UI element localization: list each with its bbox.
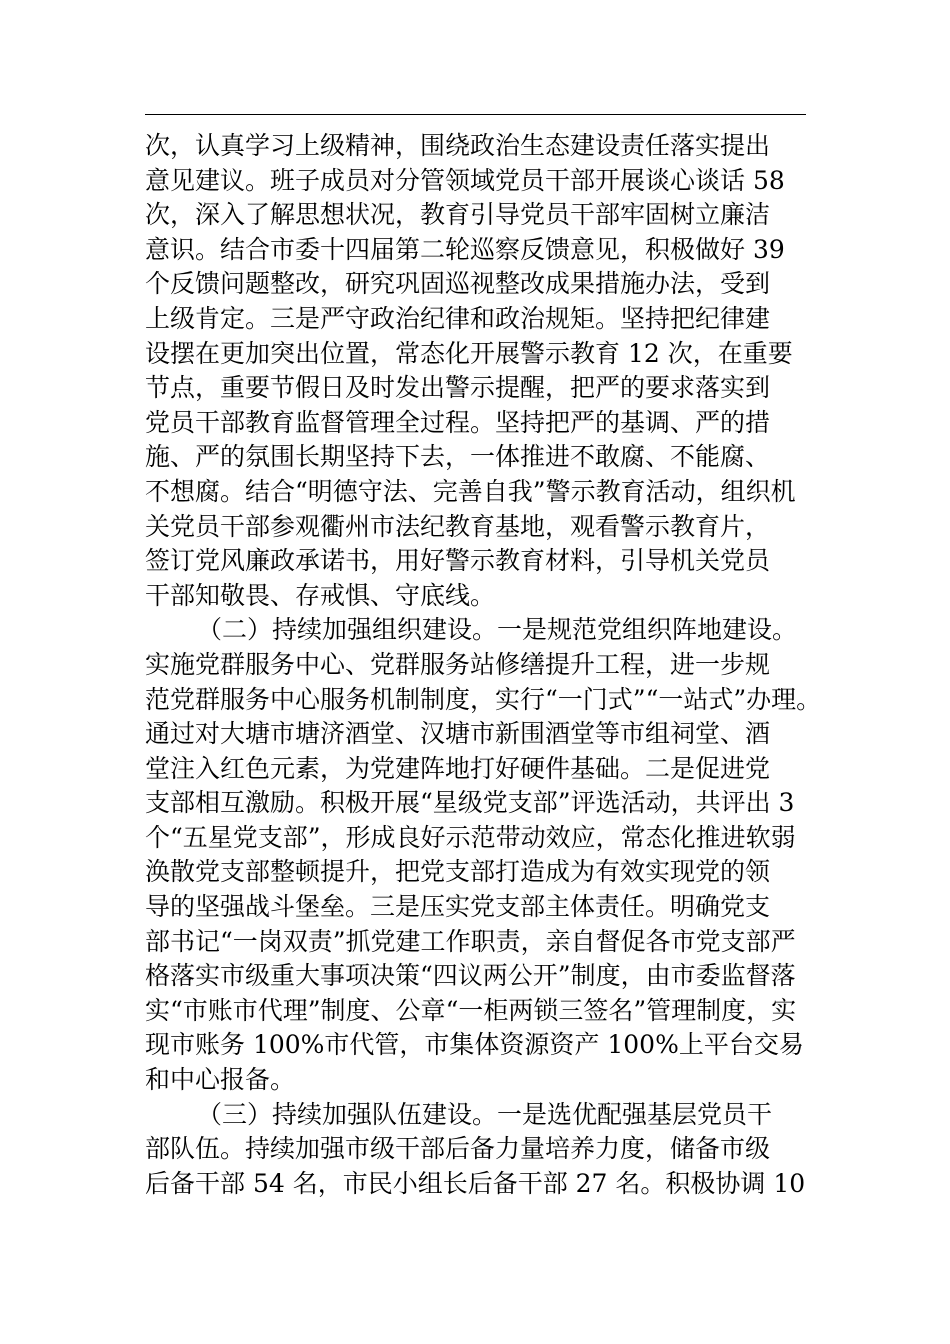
text-line-18: 通过对大塘市塘济酒堂、汉塘市新围酒堂等市组祠堂、酒 [145,719,771,749]
text-line-16: 实施党群服务中心、党群服务站修缮提升工程，进一步规 [145,649,771,679]
text-line-21: 个“五星党支部”，形成良好示范带动效应，常态化推进软弱 [145,822,796,852]
text-line-22: 涣散党支部整顿提升，把党支部打造成为有效实现党的领 [145,857,771,887]
text-line-5: 个反馈问题整改，研究巩固巡视整改成果措施办法，受到 [145,269,771,299]
text-line-4: 意识。结合市委十四届第二轮巡察反馈意见，积极做好 39 [145,234,785,264]
text-line-20: 支部相互激励。积极开展“星级党支部”评选活动，共评出 3 [145,788,795,818]
text-line-10: 施、严的氛围长期坚持下去，一体推进不敢腐、不能腐、 [145,442,771,472]
body-text [145,129,822,1201]
text-line-11: 不想腐。结合“明德守法、完善自我”警示教育活动，组织机 [145,476,796,506]
text-line-17: 范党群服务中心服务机制制度，实行“一门式”“一站式”办理。 [145,684,822,714]
section-heading-3-line: （三）持续加强队伍建设。一是选优配强基层党员干 [197,1099,773,1129]
text-line-12: 关党员干部参观衢州市法纪教育基地，观看警示教育片， [145,511,771,541]
text-line-1: 次，认真学习上级精神，围绕政治生态建设责任落实提出 [145,131,771,160]
text-line-3: 次，深入了解思想状况，教育引导党员干部牢固树立廉洁 [145,200,771,230]
text-line-14: 干部知敬畏、存戒惧、守底线。 [145,580,496,610]
text-line-8: 节点，重要节假日及时发出警示提醒，把严的要求落实到 [145,373,771,403]
text-line-19: 堂注入红色元素，为党建阵地打好硬件基础。二是促进党 [145,753,771,783]
text-line-30: 部队伍。持续加强市级干部后备力量培养力度，储备市级 [145,1134,771,1164]
text-line-13: 签订党风廉政承诺书，用好警示教育材料，引导机关党员 [145,546,771,576]
text-line-25: 格落实市级重大事项决策“四议两公开”制度，由市委监督落 [145,961,796,991]
section-heading-2-line: （二）持续加强组织建设。一是规范党组织阵地建设。 [197,615,798,645]
text-line-7: 设摆在更加突出位置，常态化开展警示教育 12 次，在重要 [145,338,793,368]
text-line-31: 后备干部 54 名，市民小组长后备干部 27 名。积极协调 10 [145,1168,806,1198]
text-line-27: 现市账务 100%市代管，市集体资源资产 100%上平台交易 [145,1030,804,1060]
text-line-24: 部书记“一岗双责”抓党建工作职责，亲自督促各市党支部严 [145,926,796,956]
text-line-6: 上级肯定。三是严守政治纪律和政治规矩。坚持把纪律建 [145,303,771,333]
text-line-9: 党员干部教育监督管理全过程。坚持把严的基调、严的措 [145,407,771,437]
text-line-23: 导的坚强战斗堡垒。三是压实党支部主体责任。明确党支 [145,892,771,922]
text-line-26: 实“市账市代理”制度、公章“一柜两锁三签名”管理制度，实 [145,995,797,1025]
header-rule [145,114,806,115]
text-line-28: 和中心报备。 [145,1065,296,1095]
text-line-2: 意见建议。班子成员对分管领域党员干部开展谈心谈话 58 [145,165,785,195]
